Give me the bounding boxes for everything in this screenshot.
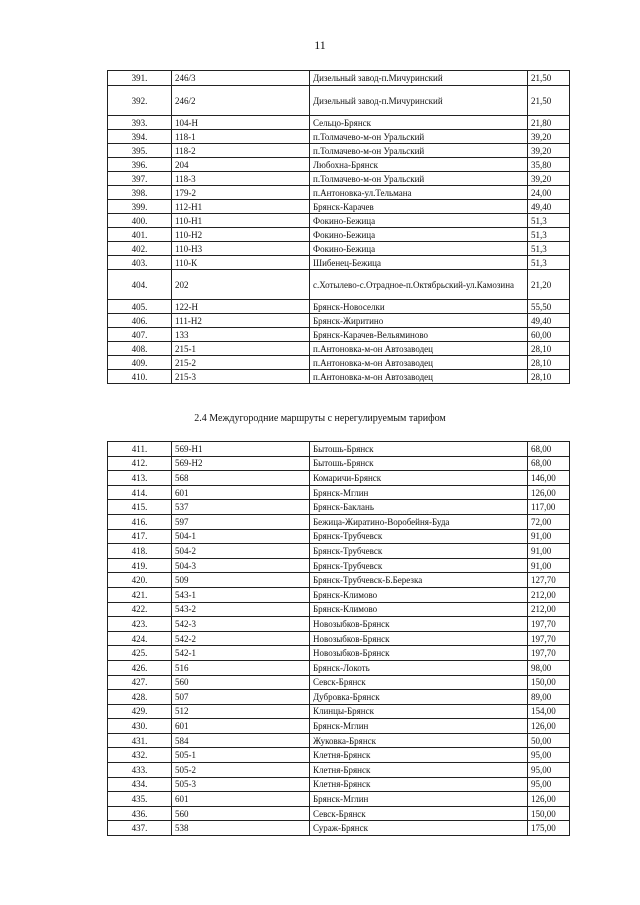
table-row: [108, 631, 570, 646]
cell-fare: 72,00: [528, 514, 570, 529]
cell-route-name: Брянск-Мглин: [310, 792, 528, 807]
table-row: [108, 529, 570, 544]
cell-route-number: 405.: [108, 300, 172, 314]
table-row: [108, 71, 570, 86]
cell-route-number: 398.: [108, 186, 172, 200]
cell-route-number: 420.: [108, 573, 172, 588]
cell-route-code: 111-Н2: [172, 314, 310, 328]
cell-fare: 150,00: [528, 675, 570, 690]
cell-fare: 51,3: [528, 256, 570, 270]
cell-route-code: 112-Н1: [172, 200, 310, 214]
table-row: [108, 602, 570, 617]
cell-fare: 28,10: [528, 342, 570, 356]
cell-route-name: Клинцы-Брянск: [310, 704, 528, 719]
cell-route-name: Севск-Брянск: [310, 806, 528, 821]
cell-route-number: 428.: [108, 690, 172, 705]
table-row: [108, 573, 570, 588]
cell-route-code: 584: [172, 733, 310, 748]
cell-fare: 51,3: [528, 242, 570, 256]
cell-route-code: 110-Н3: [172, 242, 310, 256]
cell-route-code: 505-1: [172, 748, 310, 763]
table-row: [108, 690, 570, 705]
cell-route-code: 537: [172, 500, 310, 515]
cell-route-number: 422.: [108, 602, 172, 617]
cell-route-name: Брянск-Трубчевск: [310, 544, 528, 559]
cell-fare: 117,00: [528, 500, 570, 515]
cell-route-number: 435.: [108, 792, 172, 807]
cell-fare: 39,20: [528, 172, 570, 186]
cell-route-code: 215-1: [172, 342, 310, 356]
cell-route-number: 413.: [108, 471, 172, 486]
cell-fare: 197,70: [528, 617, 570, 632]
cell-route-code: 601: [172, 485, 310, 500]
cell-route-code: 543-2: [172, 602, 310, 617]
cell-route-name: Дубровка-Брянск: [310, 690, 528, 705]
table-row: [108, 456, 570, 471]
cell-route-code: 601: [172, 719, 310, 734]
cell-fare: 39,20: [528, 144, 570, 158]
cell-route-code: 215-3: [172, 370, 310, 384]
cell-fare: 126,00: [528, 719, 570, 734]
table-row: [108, 821, 570, 836]
routes-table-1: [107, 70, 570, 384]
cell-route-number: 416.: [108, 514, 172, 529]
cell-fare: 175,00: [528, 821, 570, 836]
table-row: [108, 442, 570, 457]
cell-route-number: 403.: [108, 256, 172, 270]
table-row: [108, 242, 570, 256]
cell-route-code: 215-2: [172, 356, 310, 370]
cell-fare: 51,3: [528, 228, 570, 242]
cell-route-code: 542-1: [172, 646, 310, 661]
cell-route-number: 436.: [108, 806, 172, 821]
cell-route-code: 110-Н1: [172, 214, 310, 228]
routes-table-2: [107, 441, 570, 836]
cell-route-name: Брянск-Карачев: [310, 200, 528, 214]
cell-fare: 95,00: [528, 748, 570, 763]
cell-fare: 126,00: [528, 792, 570, 807]
cell-route-name: п.Толмачево-м-он Уральский: [310, 130, 528, 144]
cell-route-code: 542-3: [172, 617, 310, 632]
table-row: [108, 214, 570, 228]
table-row: [108, 514, 570, 529]
table-row: [108, 646, 570, 661]
cell-fare: 95,00: [528, 763, 570, 778]
cell-route-code: 118-1: [172, 130, 310, 144]
cell-fare: 126,00: [528, 485, 570, 500]
cell-route-number: 399.: [108, 200, 172, 214]
cell-route-name: Брянск-Карачев-Вельяминово: [310, 328, 528, 342]
cell-fare: 39,20: [528, 130, 570, 144]
cell-route-name: Брянск-Климово: [310, 587, 528, 602]
cell-route-number: 423.: [108, 617, 172, 632]
cell-route-number: 401.: [108, 228, 172, 242]
cell-route-code: 118-3: [172, 172, 310, 186]
cell-route-name: Бытошь-Брянск: [310, 442, 528, 457]
cell-route-code: 512: [172, 704, 310, 719]
cell-route-code: 110-Н2: [172, 228, 310, 242]
table-row: [108, 144, 570, 158]
cell-route-name: Бежица-Жиратино-Воробейня-Буда: [310, 514, 528, 529]
table-row: [108, 200, 570, 214]
cell-route-number: 391.: [108, 71, 172, 86]
cell-route-code: 133: [172, 328, 310, 342]
cell-route-number: 396.: [108, 158, 172, 172]
cell-route-number: 430.: [108, 719, 172, 734]
cell-route-name: Брянск-Трубчевск-Б.Березка: [310, 573, 528, 588]
cell-route-name: Сельцо-Брянск: [310, 116, 528, 130]
cell-route-name: Фокино-Бежица: [310, 228, 528, 242]
cell-route-name: Бытошь-Брянск: [310, 456, 528, 471]
cell-route-code: 505-3: [172, 777, 310, 792]
cell-fare: 146,00: [528, 471, 570, 486]
cell-route-number: 433.: [108, 763, 172, 778]
cell-fare: 89,00: [528, 690, 570, 705]
table-row: [108, 748, 570, 763]
cell-route-code: 569-Н1: [172, 442, 310, 457]
table-row: [108, 485, 570, 500]
cell-route-number: 427.: [108, 675, 172, 690]
cell-route-code: 505-2: [172, 763, 310, 778]
cell-route-number: 406.: [108, 314, 172, 328]
cell-route-name: Дизельный завод-п.Мичуринский: [310, 86, 528, 116]
cell-fare: 21,20: [528, 270, 570, 300]
table-row: [108, 256, 570, 270]
cell-route-number: 434.: [108, 777, 172, 792]
cell-route-code: 509: [172, 573, 310, 588]
cell-route-name: с.Хотылево-с.Отрадное-п.Октябрьский-ул.Камозина: [310, 270, 528, 300]
cell-route-number: 424.: [108, 631, 172, 646]
cell-route-number: 409.: [108, 356, 172, 370]
table-row: [108, 719, 570, 734]
cell-route-name: Брянск-Баклань: [310, 500, 528, 515]
cell-route-name: Брянск-Климово: [310, 602, 528, 617]
table-row: [108, 806, 570, 821]
table-row: [108, 116, 570, 130]
cell-route-name: п.Антоновка-м-он Автозаводец: [310, 370, 528, 384]
cell-route-code: 568: [172, 471, 310, 486]
cell-fare: 28,10: [528, 370, 570, 384]
table-row: [108, 158, 570, 172]
cell-route-number: 432.: [108, 748, 172, 763]
cell-fare: 91,00: [528, 529, 570, 544]
cell-route-code: 504-1: [172, 529, 310, 544]
cell-route-name: Брянск-Мглин: [310, 485, 528, 500]
cell-fare: 127,70: [528, 573, 570, 588]
cell-fare: 68,00: [528, 456, 570, 471]
table-row: [108, 342, 570, 356]
cell-route-code: 104-Н: [172, 116, 310, 130]
cell-route-code: 246/2: [172, 86, 310, 116]
cell-route-number: 411.: [108, 442, 172, 457]
cell-fare: 197,70: [528, 646, 570, 661]
cell-route-name: Сураж-Брянск: [310, 821, 528, 836]
cell-route-name: Фокино-Бежица: [310, 214, 528, 228]
cell-route-number: 418.: [108, 544, 172, 559]
cell-route-code: 504-2: [172, 544, 310, 559]
cell-route-code: 118-2: [172, 144, 310, 158]
cell-route-name: п.Толмачево-м-он Уральский: [310, 144, 528, 158]
cell-route-code: 601: [172, 792, 310, 807]
cell-route-name: Жуковка-Брянск: [310, 733, 528, 748]
cell-route-number: 395.: [108, 144, 172, 158]
table-row: [108, 228, 570, 242]
cell-route-code: 122-Н: [172, 300, 310, 314]
cell-route-number: 407.: [108, 328, 172, 342]
cell-fare: 21,50: [528, 86, 570, 116]
cell-fare: 49,40: [528, 200, 570, 214]
cell-route-name: Фокино-Бежица: [310, 242, 528, 256]
table-row: [108, 763, 570, 778]
cell-route-code: 543-1: [172, 587, 310, 602]
cell-route-number: 394.: [108, 130, 172, 144]
cell-route-name: п.Антоновка-м-он Автозаводец: [310, 342, 528, 356]
cell-route-number: 392.: [108, 86, 172, 116]
table-row: [108, 270, 570, 300]
table-row: [108, 777, 570, 792]
cell-fare: 150,00: [528, 806, 570, 821]
cell-route-number: 419.: [108, 558, 172, 573]
cell-fare: 68,00: [528, 442, 570, 457]
cell-fare: 91,00: [528, 558, 570, 573]
cell-fare: 55,50: [528, 300, 570, 314]
table-row: [108, 704, 570, 719]
cell-route-number: 397.: [108, 172, 172, 186]
table-row: [108, 471, 570, 486]
cell-route-code: 560: [172, 806, 310, 821]
cell-route-number: 410.: [108, 370, 172, 384]
cell-route-number: 402.: [108, 242, 172, 256]
cell-fare: 197,70: [528, 631, 570, 646]
cell-fare: 154,00: [528, 704, 570, 719]
cell-route-name: Новозыбков-Брянск: [310, 631, 528, 646]
cell-route-code: 504-3: [172, 558, 310, 573]
cell-fare: 24,00: [528, 186, 570, 200]
section-heading: 2.4 Междугородние маршруты с нерегулируемым тарифом: [194, 413, 446, 424]
routes-table-2-body: [108, 442, 570, 836]
cell-route-name: п.Толмачево-м-он Уральский: [310, 172, 528, 186]
cell-route-name: Брянск-Трубчевск: [310, 558, 528, 573]
table-row: [108, 733, 570, 748]
table-row: [108, 675, 570, 690]
cell-route-number: 404.: [108, 270, 172, 300]
cell-route-name: Комаричи-Брянск: [310, 471, 528, 486]
cell-fare: 91,00: [528, 544, 570, 559]
cell-route-code: 569-Н2: [172, 456, 310, 471]
cell-route-code: 202: [172, 270, 310, 300]
cell-route-name: Брянск-Новоселки: [310, 300, 528, 314]
cell-route-name: Шибенец-Бежица: [310, 256, 528, 270]
cell-route-name: Брянск-Трубчевск: [310, 529, 528, 544]
cell-route-name: Клетня-Брянск: [310, 748, 528, 763]
cell-route-code: 246/3: [172, 71, 310, 86]
cell-route-name: Клетня-Брянск: [310, 763, 528, 778]
cell-fare: 60,00: [528, 328, 570, 342]
table-row: [108, 558, 570, 573]
cell-route-name: Клетня-Брянск: [310, 777, 528, 792]
cell-route-code: 560: [172, 675, 310, 690]
cell-route-number: 421.: [108, 587, 172, 602]
cell-fare: 50,00: [528, 733, 570, 748]
cell-route-number: 417.: [108, 529, 172, 544]
cell-route-name: п.Антоновка-м-он Автозаводец: [310, 356, 528, 370]
table-row: [108, 544, 570, 559]
table-row: [108, 300, 570, 314]
cell-route-number: 400.: [108, 214, 172, 228]
cell-route-name: Брянск-Локоть: [310, 660, 528, 675]
cell-route-name: Новозыбков-Брянск: [310, 617, 528, 632]
table-row: [108, 370, 570, 384]
table-row: [108, 356, 570, 370]
table-row: [108, 172, 570, 186]
cell-fare: 21,50: [528, 71, 570, 86]
cell-route-name: Дизельный завод-п.Мичуринский: [310, 71, 528, 86]
cell-route-name: п.Антоновка-ул.Тельмана: [310, 186, 528, 200]
cell-fare: 35,80: [528, 158, 570, 172]
table-row: [108, 328, 570, 342]
cell-route-number: 429.: [108, 704, 172, 719]
cell-fare: 51,3: [528, 214, 570, 228]
cell-fare: 28,10: [528, 356, 570, 370]
cell-route-number: 408.: [108, 342, 172, 356]
cell-route-code: 110-К: [172, 256, 310, 270]
cell-route-name: Новозыбков-Брянск: [310, 646, 528, 661]
cell-route-code: 179-2: [172, 186, 310, 200]
table-row: [108, 130, 570, 144]
cell-route-number: 426.: [108, 660, 172, 675]
cell-route-code: 597: [172, 514, 310, 529]
cell-route-name: Любохна-Брянск: [310, 158, 528, 172]
routes-table-1-body: [108, 71, 570, 384]
cell-route-code: 204: [172, 158, 310, 172]
cell-route-code: 538: [172, 821, 310, 836]
cell-route-name: Севск-Брянск: [310, 675, 528, 690]
cell-fare: 49,40: [528, 314, 570, 328]
table-row: [108, 587, 570, 602]
cell-fare: 95,00: [528, 777, 570, 792]
cell-route-code: 542-2: [172, 631, 310, 646]
cell-route-number: 412.: [108, 456, 172, 471]
table-row: [108, 500, 570, 515]
table-row: [108, 186, 570, 200]
cell-route-number: 425.: [108, 646, 172, 661]
cell-route-code: 507: [172, 690, 310, 705]
table-row: [108, 660, 570, 675]
cell-route-number: 414.: [108, 485, 172, 500]
page-number: 11: [314, 38, 326, 52]
cell-fare: 212,00: [528, 587, 570, 602]
cell-route-number: 393.: [108, 116, 172, 130]
cell-route-code: 516: [172, 660, 310, 675]
cell-route-number: 431.: [108, 733, 172, 748]
table-row: [108, 617, 570, 632]
cell-route-name: Брянск-Мглин: [310, 719, 528, 734]
cell-fare: 98,00: [528, 660, 570, 675]
table-row: [108, 792, 570, 807]
table-row: [108, 314, 570, 328]
cell-fare: 21,80: [528, 116, 570, 130]
table-row: [108, 86, 570, 116]
cell-fare: 212,00: [528, 602, 570, 617]
cell-route-number: 437.: [108, 821, 172, 836]
cell-route-name: Брянск-Жиритино: [310, 314, 528, 328]
cell-route-number: 415.: [108, 500, 172, 515]
